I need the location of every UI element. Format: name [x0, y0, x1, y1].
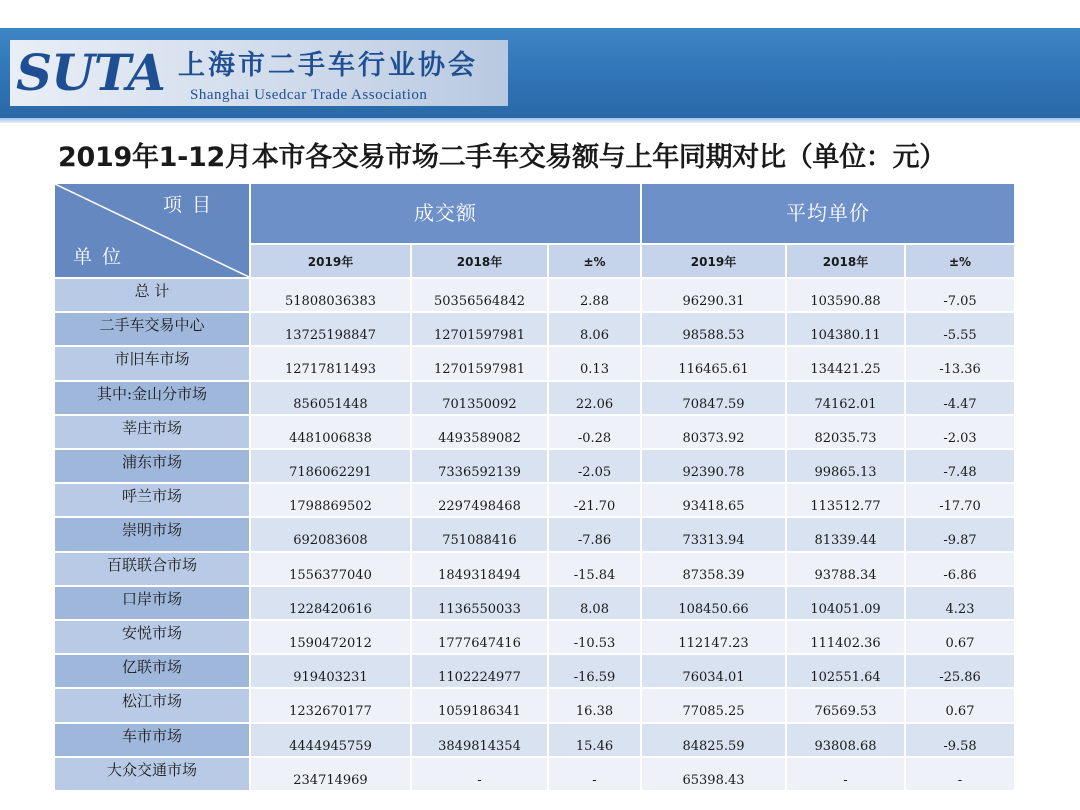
cell-price-2018: 74162.01: [787, 382, 906, 416]
cell-price-2018: 93788.34: [787, 553, 906, 587]
row-label: 其中:金山分市场: [55, 382, 251, 416]
cell-amount-2019: 13725198847: [251, 313, 412, 347]
cell-price-2019: 80373.92: [642, 416, 787, 450]
cell-price-2018: 113512.77: [787, 484, 906, 518]
cell-price-2018: 102551.64: [787, 655, 906, 689]
cell-price-change: -2.03: [906, 416, 1016, 450]
cell-price-change: 4.23: [906, 587, 1016, 621]
cell-price-2019: 70847.59: [642, 382, 787, 416]
row-label: 二手车交易中心: [55, 313, 251, 347]
cell-price-change: -17.70: [906, 484, 1016, 518]
cell-amount-2019: 1556377040: [251, 553, 412, 587]
cell-price-change: -6.86: [906, 553, 1016, 587]
cell-price-2019: 87358.39: [642, 553, 787, 587]
cell-amount-2018: 701350092: [412, 382, 549, 416]
cell-price-2019: 92390.78: [642, 450, 787, 484]
cell-amount-2018: 1102224977: [412, 655, 549, 689]
cell-price-change: -: [906, 758, 1016, 792]
cell-amount-2018: 1136550033: [412, 587, 549, 621]
cell-price-2018: 111402.36: [787, 621, 906, 655]
group-header-amount: 成交额: [251, 184, 642, 245]
header-banner-edge: [0, 118, 1080, 123]
subheader-price-2018: 2018年: [787, 245, 906, 279]
cell-amount-change: -16.59: [549, 655, 642, 689]
logo-mark: SUTA: [16, 43, 165, 102]
cell-price-change: -9.87: [906, 518, 1016, 553]
logo-chinese-name: 上海市二手车行业协会: [178, 50, 478, 81]
subheader-price-change: ±%: [906, 245, 1016, 279]
row-label: 百联联合市场: [55, 553, 251, 587]
cell-amount-change: 15.46: [549, 724, 642, 758]
group-header-avg-price: 平均单价: [642, 184, 1016, 245]
cell-price-2018: 76569.53: [787, 689, 906, 724]
cell-price-change: 0.67: [906, 621, 1016, 655]
cell-price-2018: 82035.73: [787, 416, 906, 450]
row-label: 浦东市场: [55, 450, 251, 484]
cell-price-2018: 103590.88: [787, 279, 906, 313]
cell-amount-change: 22.06: [549, 382, 642, 416]
cell-amount-2019: 51808036383: [251, 279, 412, 313]
cell-price-change: -25.86: [906, 655, 1016, 689]
cell-amount-2018: -: [412, 758, 549, 792]
row-label: 莘庄市场: [55, 416, 251, 450]
row-label: 崇明市场: [55, 518, 251, 553]
row-label: 市旧车市场: [55, 347, 251, 382]
cell-price-change: -9.58: [906, 724, 1016, 758]
cell-amount-2019: 1798869502: [251, 484, 412, 518]
cell-amount-change: -: [549, 758, 642, 792]
row-label: 车市市场: [55, 724, 251, 758]
cell-amount-2018: 1777647416: [412, 621, 549, 655]
cell-amount-change: -10.53: [549, 621, 642, 655]
subheader-price-2019: 2019年: [642, 245, 787, 279]
cell-price-2019: 98588.53: [642, 313, 787, 347]
row-label: 呼兰市场: [55, 484, 251, 518]
cell-amount-2019: 7186062291: [251, 450, 412, 484]
cell-amount-2019: 4481006838: [251, 416, 412, 450]
cell-amount-change: -0.28: [549, 416, 642, 450]
subheader-amount-2019: 2019年: [251, 245, 412, 279]
cell-amount-2018: 50356564842: [412, 279, 549, 313]
cell-price-2019: 84825.59: [642, 724, 787, 758]
cell-price-2019: 76034.01: [642, 655, 787, 689]
cell-amount-change: 2.88: [549, 279, 642, 313]
cell-amount-2018: 3849814354: [412, 724, 549, 758]
cell-amount-2019: 1232670177: [251, 689, 412, 724]
table-corner-cell: [55, 184, 251, 279]
cell-price-change: -7.48: [906, 450, 1016, 484]
corner-label-unit: 单 位: [73, 246, 124, 268]
cell-amount-2019: 12717811493: [251, 347, 412, 382]
cell-amount-change: 0.13: [549, 347, 642, 382]
cell-price-2019: 77085.25: [642, 689, 787, 724]
corner-label-item: 项 目: [163, 194, 214, 216]
cell-price-2019: 96290.31: [642, 279, 787, 313]
cell-amount-2019: 1228420616: [251, 587, 412, 621]
cell-amount-change: 8.08: [549, 587, 642, 621]
cell-price-2019: 65398.43: [642, 758, 787, 792]
cell-price-2019: 116465.61: [642, 347, 787, 382]
cell-price-2019: 73313.94: [642, 518, 787, 553]
cell-price-2019: 112147.23: [642, 621, 787, 655]
cell-amount-2018: 751088416: [412, 518, 549, 553]
row-label: 大众交通市场: [55, 758, 251, 792]
cell-amount-change: 8.06: [549, 313, 642, 347]
cell-amount-2019: 1590472012: [251, 621, 412, 655]
row-label: 口岸市场: [55, 587, 251, 621]
cell-amount-2019: 919403231: [251, 655, 412, 689]
cell-price-2018: -: [787, 758, 906, 792]
row-label: 总 计: [55, 279, 251, 313]
subheader-amount-change: ±%: [549, 245, 642, 279]
cell-price-2018: 104051.09: [787, 587, 906, 621]
cell-amount-2018: 12701597981: [412, 313, 549, 347]
cell-amount-2019: 692083608: [251, 518, 412, 553]
cell-amount-change: -15.84: [549, 553, 642, 587]
cell-price-2018: 93808.68: [787, 724, 906, 758]
cell-amount-change: -7.86: [549, 518, 642, 553]
cell-amount-change: 16.38: [549, 689, 642, 724]
cell-amount-2018: 4493589082: [412, 416, 549, 450]
row-label: 亿联市场: [55, 655, 251, 689]
cell-amount-2019: 4444945759: [251, 724, 412, 758]
cell-price-change: -4.47: [906, 382, 1016, 416]
cell-amount-2018: 2297498468: [412, 484, 549, 518]
cell-amount-change: -21.70: [549, 484, 642, 518]
cell-price-2019: 93418.65: [642, 484, 787, 518]
cell-amount-2019: 234714969: [251, 758, 412, 792]
cell-price-2018: 99865.13: [787, 450, 906, 484]
cell-amount-2019: 856051448: [251, 382, 412, 416]
cell-price-change: -7.05: [906, 279, 1016, 313]
cell-price-2018: 104380.11: [787, 313, 906, 347]
row-label: 松江市场: [55, 689, 251, 724]
cell-price-change: -5.55: [906, 313, 1016, 347]
cell-price-2019: 108450.66: [642, 587, 787, 621]
page-title: 2019年1-12月本市各交易市场二手车交易额与上年同期对比（单位：元）: [58, 142, 946, 173]
subheader-amount-2018: 2018年: [412, 245, 549, 279]
cell-amount-2018: 1059186341: [412, 689, 549, 724]
cell-amount-change: -2.05: [549, 450, 642, 484]
cell-price-change: 0.67: [906, 689, 1016, 724]
row-label: 安悦市场: [55, 621, 251, 655]
cell-amount-2018: 1849318494: [412, 553, 549, 587]
cell-amount-2018: 12701597981: [412, 347, 549, 382]
cell-price-2018: 134421.25: [787, 347, 906, 382]
logo-english-name: Shanghai Usedcar Trade Association: [190, 87, 428, 103]
cell-price-change: -13.36: [906, 347, 1016, 382]
cell-price-2018: 81339.44: [787, 518, 906, 553]
cell-amount-2018: 7336592139: [412, 450, 549, 484]
